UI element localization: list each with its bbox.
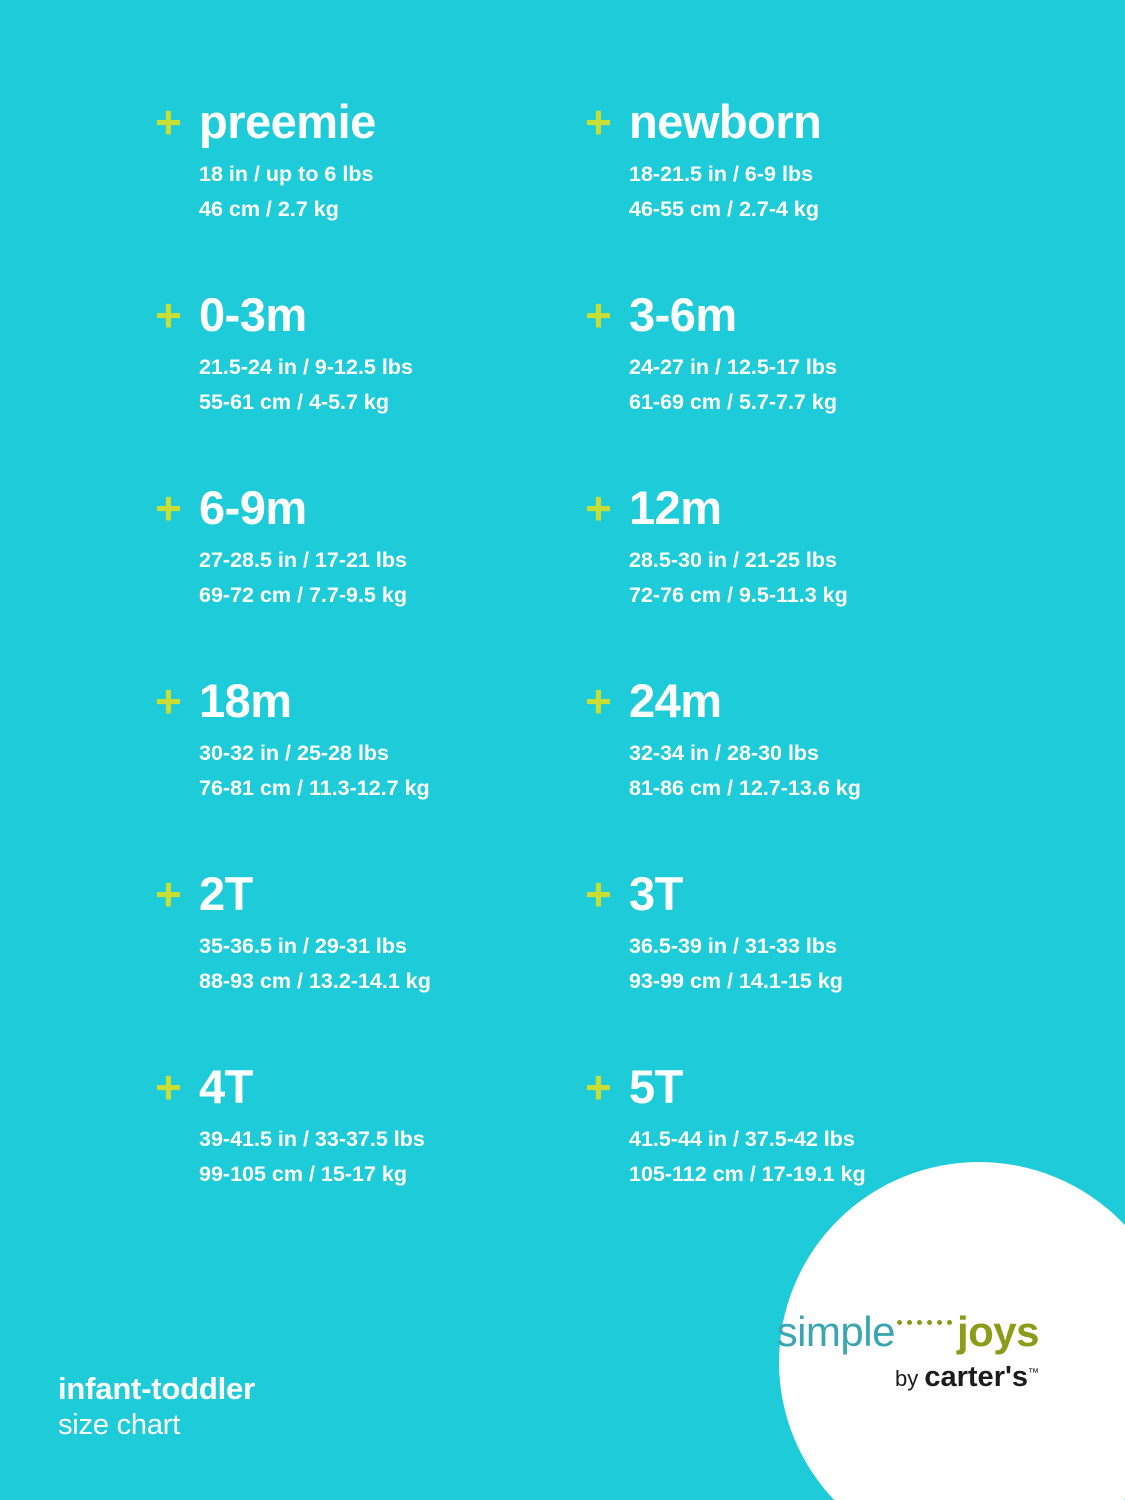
size-label: 5T bbox=[629, 1060, 683, 1113]
size-entry-header bbox=[585, 288, 985, 341]
chart-footer bbox=[58, 1370, 255, 1443]
brand-word-simple: simple bbox=[776, 1308, 895, 1355]
measurement-imperial: 18 in / up to 6 lbs bbox=[199, 162, 374, 186]
brand-word-carters: carter's bbox=[924, 1361, 1028, 1393]
measurement-metric: 76-81 cm / 11.3-12.7 kg bbox=[199, 775, 430, 800]
page-subtitle: size chart bbox=[58, 1408, 181, 1441]
measurement-imperial: 32-34 in / 28-30 lbs bbox=[629, 741, 820, 765]
size-label: 24m bbox=[629, 674, 722, 727]
size-entry-measurements bbox=[629, 157, 985, 227]
size-entry-measurements bbox=[629, 350, 985, 420]
size-entry-header bbox=[585, 481, 985, 534]
size-entry-18m bbox=[155, 674, 585, 870]
size-entry-6-9m bbox=[155, 481, 585, 677]
brand-logo bbox=[739, 1308, 1039, 1393]
trademark-symbol: ™ bbox=[1028, 1367, 1039, 1379]
size-grid bbox=[155, 95, 985, 1256]
measurement-imperial: 30-32 in / 25-28 lbs bbox=[199, 741, 390, 765]
size-entry-header bbox=[585, 867, 985, 920]
size-entry-3t bbox=[585, 867, 985, 1063]
plus-icon: + bbox=[585, 289, 611, 341]
size-label: 12m bbox=[629, 481, 722, 534]
plus-icon: + bbox=[585, 482, 611, 534]
plus-icon: + bbox=[155, 675, 181, 727]
size-entry-2t bbox=[155, 867, 585, 1063]
plus-icon: + bbox=[155, 868, 181, 920]
measurement-metric: 46 cm / 2.7 kg bbox=[199, 196, 339, 221]
size-entry-preemie bbox=[155, 95, 585, 291]
size-label: preemie bbox=[199, 95, 376, 148]
size-entry-measurements bbox=[629, 929, 985, 999]
size-entry-measurements bbox=[199, 157, 585, 227]
page-title: infant-toddler bbox=[58, 1370, 255, 1406]
size-entry-newborn bbox=[585, 95, 985, 291]
measurement-metric: 99-105 cm / 15-17 kg bbox=[199, 1161, 407, 1186]
measurement-metric: 46-55 cm / 2.7-4 kg bbox=[629, 196, 820, 221]
size-label: 3T bbox=[629, 867, 683, 920]
measurement-imperial: 24-27 in / 12.5-17 lbs bbox=[629, 355, 837, 379]
measurement-metric: 88-93 cm / 13.2-14.1 kg bbox=[199, 968, 431, 993]
size-entry-header bbox=[585, 1060, 985, 1113]
size-entry-measurements bbox=[629, 543, 985, 613]
size-entry-header bbox=[155, 288, 585, 341]
measurement-imperial: 28.5-30 in / 21-25 lbs bbox=[629, 548, 837, 572]
measurement-metric: 81-86 cm / 12.7-13.6 kg bbox=[629, 775, 861, 800]
brand-word-joys: joys bbox=[956, 1308, 1039, 1355]
brand-logo-primary bbox=[739, 1308, 1039, 1355]
size-label: newborn bbox=[629, 95, 822, 148]
plus-icon: + bbox=[155, 1061, 181, 1113]
measurement-metric: 93-99 cm / 14.1-15 kg bbox=[629, 968, 843, 993]
plus-icon: + bbox=[585, 1061, 611, 1113]
measurement-metric: 105-112 cm / 17-19.1 kg bbox=[629, 1161, 866, 1186]
size-label: 6-9m bbox=[199, 481, 307, 534]
measurement-metric: 55-61 cm / 4-5.7 kg bbox=[199, 389, 390, 414]
plus-icon: + bbox=[155, 482, 181, 534]
measurement-imperial: 27-28.5 in / 17-21 lbs bbox=[199, 548, 407, 572]
plus-icon: + bbox=[585, 96, 611, 148]
size-entry-header bbox=[155, 674, 585, 727]
size-entry-24m bbox=[585, 674, 985, 870]
size-label: 3-6m bbox=[629, 288, 737, 341]
size-entry-measurements bbox=[199, 1122, 585, 1192]
size-label: 18m bbox=[199, 674, 292, 727]
size-label: 0-3m bbox=[199, 288, 307, 341]
plus-icon: + bbox=[585, 675, 611, 727]
size-entry-header bbox=[155, 1060, 585, 1113]
size-entry-header bbox=[155, 95, 585, 148]
plus-icon: + bbox=[155, 96, 181, 148]
plus-icon: + bbox=[585, 868, 611, 920]
size-entry-12m bbox=[585, 481, 985, 677]
size-entry-measurements bbox=[629, 736, 985, 806]
size-entry-header bbox=[155, 867, 585, 920]
size-entry-header bbox=[585, 674, 985, 727]
measurement-imperial: 41.5-44 in / 37.5-42 lbs bbox=[629, 1127, 855, 1151]
measurement-metric: 61-69 cm / 5.7-7.7 kg bbox=[629, 389, 837, 414]
size-entry-0-3m bbox=[155, 288, 585, 484]
measurement-imperial: 18-21.5 in / 6-9 lbs bbox=[629, 162, 814, 186]
size-entry-header bbox=[155, 481, 585, 534]
measurement-imperial: 21.5-24 in / 9-12.5 lbs bbox=[199, 355, 413, 379]
size-entry-measurements bbox=[199, 736, 585, 806]
measurement-metric: 69-72 cm / 7.7-9.5 kg bbox=[199, 582, 407, 607]
plus-icon: + bbox=[155, 289, 181, 341]
size-entry-4t bbox=[155, 1060, 585, 1256]
size-entry-measurements bbox=[199, 350, 585, 420]
size-entry-measurements bbox=[199, 543, 585, 613]
size-entry-3-6m bbox=[585, 288, 985, 484]
size-label: 4T bbox=[199, 1060, 253, 1113]
measurement-metric: 72-76 cm / 9.5-11.3 kg bbox=[629, 582, 848, 607]
size-label: 2T bbox=[199, 867, 253, 920]
measurement-imperial: 39-41.5 in / 33-37.5 lbs bbox=[199, 1127, 425, 1151]
measurement-imperial: 36.5-39 in / 31-33 lbs bbox=[629, 934, 837, 958]
brand-logo-secondary bbox=[739, 1363, 1039, 1392]
size-entry-header bbox=[585, 95, 985, 148]
brand-word-by: by bbox=[895, 1366, 925, 1391]
measurement-imperial: 35-36.5 in / 29-31 lbs bbox=[199, 934, 407, 958]
size-entry-measurements bbox=[199, 929, 585, 999]
